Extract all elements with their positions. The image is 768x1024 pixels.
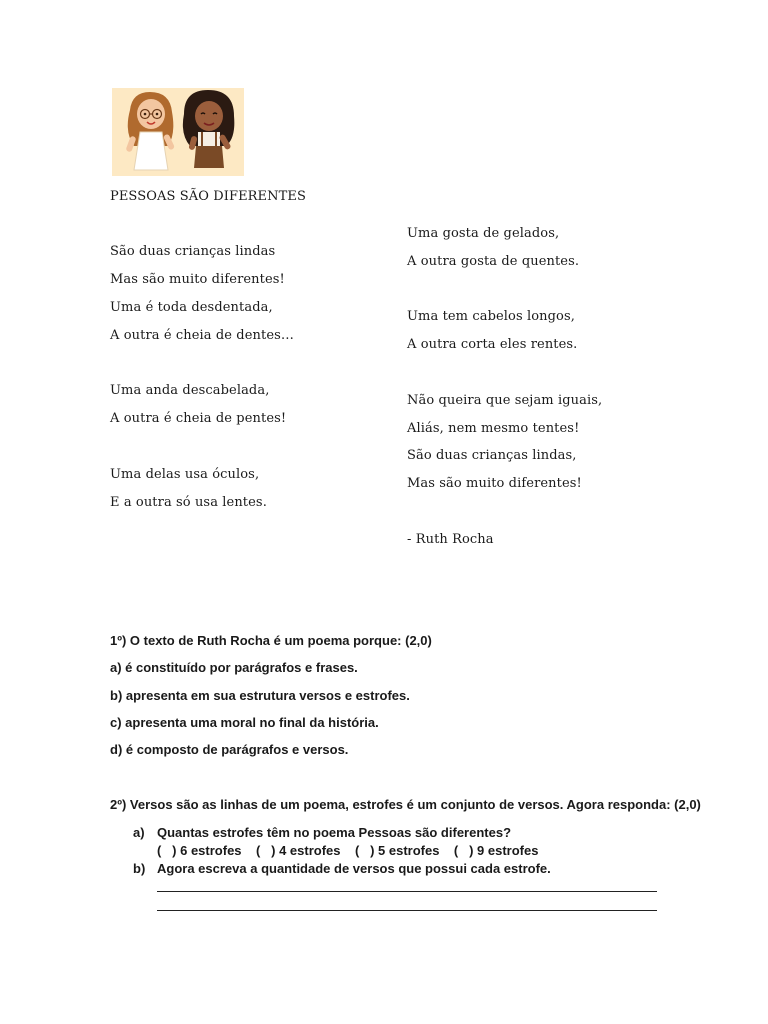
two-girls-illustration xyxy=(112,88,244,176)
poem-verse: São duas crianças lindas, xyxy=(407,448,577,463)
question-2-sub-a-letter: a) xyxy=(133,825,145,840)
poem-verse: A outra é cheia de pentes! xyxy=(110,411,287,426)
poem-verse: A outra é cheia de dentes… xyxy=(110,328,294,343)
poem-title: PESSOAS SÃO DIFERENTES xyxy=(110,189,306,204)
question-2-sub-a-text: Quantas estrofes têm no poema Pessoas são diferentes? xyxy=(157,825,512,840)
answer-line[interactable] xyxy=(157,910,657,911)
poem-verse: Mas são muito diferentes! xyxy=(407,476,582,491)
question-2-prompt: 2º) Versos são as linhas de um poema, estrofes é um conjunto de versos. Agora responda: (2,0) xyxy=(110,797,701,812)
poem-verse: Uma é toda desdentada, xyxy=(110,300,273,315)
question-2-choices: ( ) 6 estrofes ( ) 4 estrofes ( ) 5 estrofes ( ) 9 estrofes xyxy=(157,843,539,858)
poem-verse: Uma tem cabelos longos, xyxy=(407,309,575,324)
poem-verse: São duas crianças lindas xyxy=(110,244,276,259)
poem-verse: Uma anda descabelada, xyxy=(110,383,270,398)
poem-verse: Não queira que sejam iguais, xyxy=(407,393,603,408)
answer-line[interactable] xyxy=(157,891,657,892)
poem-verse: A outra corta eles rentes. xyxy=(407,337,578,352)
poem-verse: A outra gosta de quentes. xyxy=(407,254,580,269)
question-1-option-c: c) apresenta uma moral no final da história. xyxy=(110,715,379,730)
poem-verse: Aliás, nem mesmo tentes! xyxy=(407,421,580,436)
question-1-prompt: 1º) O texto de Ruth Rocha é um poema porque: (2,0) xyxy=(110,633,432,648)
poem-verse: Mas são muito diferentes! xyxy=(110,272,285,287)
poem-verse: E a outra só usa lentes. xyxy=(110,495,267,510)
question-2-sub-b-text: Agora escreva a quantidade de versos que possui cada estrofe. xyxy=(157,861,551,876)
poem-verse: Uma delas usa óculos, xyxy=(110,467,260,482)
question-2-sub-b-letter: b) xyxy=(133,861,146,876)
question-1-option-b: b) apresenta em sua estrutura versos e estrofes. xyxy=(110,688,410,703)
question-1-option-a: a) é constituído por parágrafos e frases. xyxy=(110,660,358,675)
poem-author: - Ruth Rocha xyxy=(407,532,494,547)
question-1-option-d: d) é composto de parágrafos e versos. xyxy=(110,742,349,757)
poem-verse: Uma gosta de gelados, xyxy=(407,226,560,241)
